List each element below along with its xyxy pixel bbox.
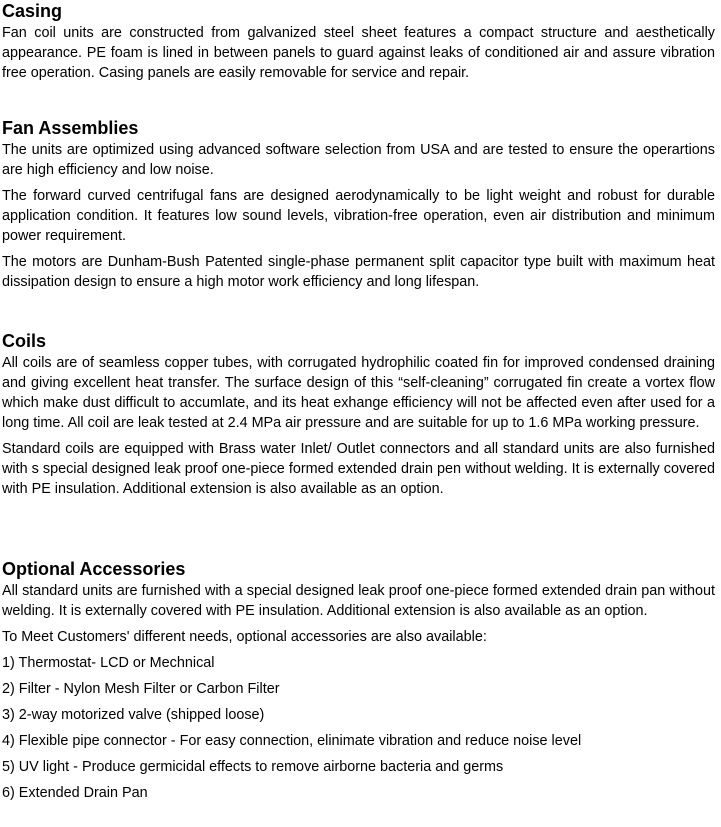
coils-paragraph-2: Standard coils are equipped with Brass water Inlet/ Outlet connectors and all standard units are also furnished with s special designed leak proof one-piece formed extended drain pen without welding. It is externally covered with PE insulation. Additional extension is also available as an option.	[2, 441, 715, 497]
section-title-optional-accessories: Optional Accessories	[2, 559, 186, 579]
fan-paragraph-2: The forward curved centrifugal fans are designed aerodynamically to be light weight and robust for durable application condition. It features low sound levels, vibration-free operation, even air distribution and minimum power requirement.	[2, 188, 715, 244]
section-title-coils: Coils	[2, 331, 47, 351]
section-optional-accessories	[2, 558, 715, 809]
accessory-item: 3) 2-way motorized valve (shipped loose)	[2, 707, 265, 723]
coils-paragraph-1: All coils are of seamless copper tubes, with corrugated hydrophilic coated fin for improved condensed draining and giving excellent heat transfer. The surface design of this “self-cleaning” corrugated fin create a vortex flow which make dust difficult to accumlate, and its heat exhange efficiency will not be affected even after used for a long time. All coil are leak tested at 2.4 MPa air pressure and are suitable for up to 1.6 MPa working pressure.	[2, 355, 715, 431]
section-title-fan-assemblies: Fan Assemblies	[2, 118, 139, 138]
accessory-item: 5) UV light - Produce germicidal effects to remove airborne bacteria and germs	[2, 759, 504, 775]
section-fan-assemblies	[2, 117, 715, 298]
section-title-casing: Casing	[2, 1, 63, 21]
accessories-list	[2, 653, 715, 803]
section-coils	[2, 330, 715, 505]
accessories-paragraph-1: All standard units are furnished with a special designed leak proof one-piece formed extended drain pan without welding. It is externally covered with PE insulation. Additional extension is also available as an option.	[2, 583, 715, 619]
casing-paragraph: Fan coil units are constructed from galvanized steel sheet features a compact structure and aesthetically appearance. PE foam is lined in between panels to guard against leaks of conditioned air and assure vibration free operation. Casing panels are easily removable for service and repair.	[2, 25, 715, 81]
accessory-item: 4) Flexible pipe connector - For easy connection, elinimate vibration and reduce noise level	[2, 733, 582, 749]
accessory-item: 1) Thermostat- LCD or Mechnical	[2, 655, 215, 671]
accessory-item: 2) Filter - Nylon Mesh Filter or Carbon Filter	[2, 681, 280, 697]
accessories-paragraph-2: To Meet Customers' different needs, optional accessories are also available:	[2, 629, 487, 645]
section-casing	[2, 0, 715, 89]
fan-paragraph-1: The units are optimized using advanced software selection from USA and are tested to ensure the operartions are high efficiency and low noise.	[2, 142, 715, 178]
fan-paragraph-3: The motors are Dunham-Bush Patented single-phase permanent split capacitor type built with maximum heat dissipation design to ensure a high motor work efficiency and long lifespan.	[2, 254, 715, 290]
accessory-item: 6) Extended Drain Pan	[2, 785, 148, 801]
